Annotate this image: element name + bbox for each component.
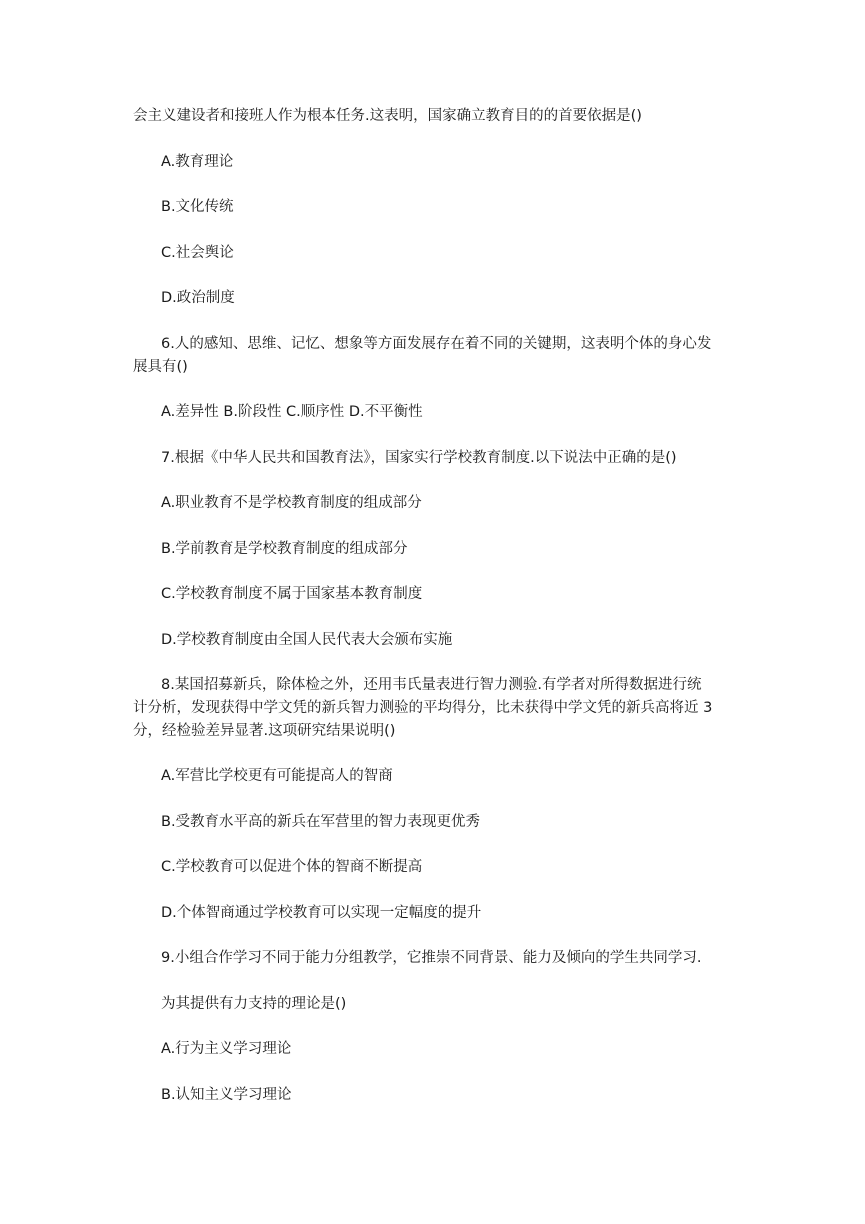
question-6-stem-cont: 展具有() [133,359,188,375]
question-7-option-d: D.学校教育制度由全国人民代表大会颁布实施 [161,632,453,648]
question-5-option-b: B.文化传统 [161,199,234,215]
question-5-option-a: A.教育理论 [161,154,234,170]
question-8-stem-cont-1: 计分析，发现获得中学文凭的新兵智力测验的平均得分，比未获得中学文凭的新兵高将近 3 [133,700,713,716]
question-8-option-c: C.学校教育可以促进个体的智商不断提高 [161,859,423,875]
question-5-stem-end: 会主义建设者和接班人作为根本任务.这表明，国家确立教育目的的首要依据是() [133,108,642,124]
question-5-option-c: C.社会舆论 [161,245,234,261]
question-8-option-b: B.受教育水平高的新兵在军营里的智力表现更优秀 [161,814,481,830]
question-8-stem-cont-2: 分，经检验差异显著.这项研究结果说明() [133,723,396,739]
question-6-options: A.差异性 B.阶段性 C.顺序性 D.不平衡性 [161,404,423,420]
question-8-option-a: A.军营比学校更有可能提高人的智商 [161,768,393,784]
question-9-option-a: A.行为主义学习理论 [161,1041,292,1057]
question-6-stem: 6.人的感知、思维、记忆、想象等方面发展存在着不同的关键期，这表明个体的身心发 [161,336,712,352]
question-7-option-a: A.职业教育不是学校教育制度的组成部分 [161,495,422,511]
question-9-stem: 9.小组合作学习不同于能力分组教学，它推崇不同背景、能力及倾向的学生共同学习. [161,950,702,966]
question-9-stem-cont: 为其提供有力支持的理论是() [161,996,347,1012]
question-7-option-c: C.学校教育制度不属于国家基本教育制度 [161,586,423,602]
question-5-option-d: D.政治制度 [161,290,235,306]
question-8-option-d: D.个体智商通过学校教育可以实现一定幅度的提升 [161,905,482,921]
question-7-option-b: B.学前教育是学校教育制度的组成部分 [161,541,408,557]
question-8-stem: 8.某国招募新兵，除体检之外，还用韦氏量表进行智力测验.有学者对所得数据进行统 [161,677,702,693]
question-9-option-b: B.认知主义学习理论 [161,1087,292,1103]
question-7-stem: 7.根据《中华人民共和国教育法》，国家实行学校教育制度.以下说法中正确的是() [161,450,677,466]
